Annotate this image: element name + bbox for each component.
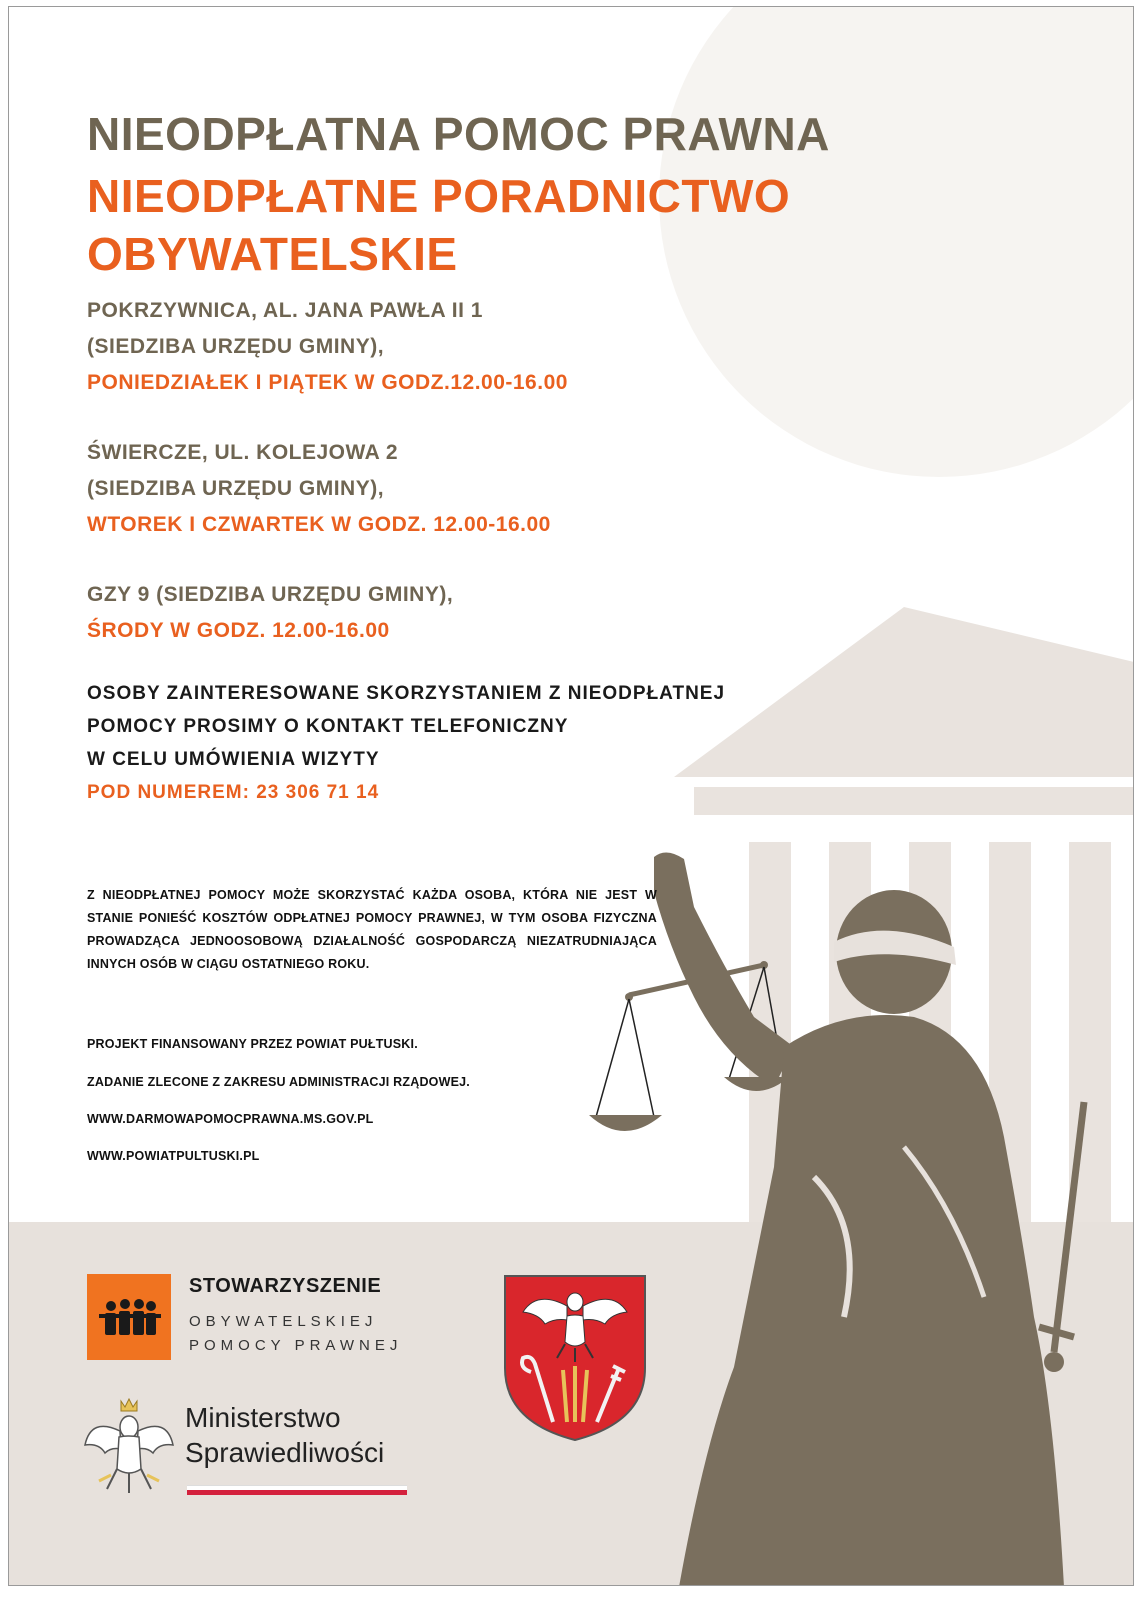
subtitle-line-1: NIEODPŁATNE PORADNICTWO	[87, 170, 791, 222]
sopp-name-line-2: OBYWATELSKIEJ	[189, 1313, 378, 1330]
sopp-name-line-1: STOWARZYSZENIE	[189, 1275, 382, 1297]
polish-eagle-icon	[81, 1397, 177, 1497]
county-website-link[interactable]: WWW.POWIATPULTUSKI.PL	[87, 1149, 260, 1163]
task-note: ZADANIE ZLECONE Z ZAKRESU ADMINISTRACJI RZĄDOWEJ.	[87, 1075, 470, 1089]
funding-note: PROJEKT FINANSOWANY PRZEZ POWIAT PUŁTUSKI.	[87, 1037, 418, 1051]
sopp-logo-icon	[87, 1274, 171, 1360]
location-hours: PONIEDZIAŁEK I PIĄTEK W GODZ.12.00-16.00	[87, 371, 568, 394]
location-gzy	[87, 577, 453, 649]
contact-line-1: OSOBY ZAINTERESOWANE SKORZYSTANIEM Z NIEODPŁATNEJ	[87, 683, 726, 704]
poster	[8, 6, 1134, 1586]
contact-block	[87, 677, 725, 809]
subtitle-line-2: OBYWATELSKIE	[87, 228, 458, 280]
contact-phone: POD NUMEREM: 23 306 71 14	[87, 782, 380, 803]
location-hours: WTOREK I CZWARTEK W GODZ. 12.00-16.00	[87, 513, 551, 536]
contact-line-2: POMOCY PROSIMY O KONTAKT TELEFONICZNY	[87, 716, 569, 737]
location-pokrzywnica	[87, 293, 568, 401]
location-building: (SIEDZIBA URZĘDU GMINY),	[87, 477, 385, 500]
lady-justice-icon	[584, 847, 1124, 1586]
sopp-name-line-3: POMOCY PRAWNEJ	[189, 1337, 403, 1354]
county-coat-of-arms-icon	[501, 1272, 649, 1444]
ministry-name-line-1: Ministerstwo	[185, 1402, 341, 1433]
location-hours: ŚRODY W GODZ. 12.00-16.00	[87, 619, 390, 642]
contact-line-3: W CELU UMÓWIENIA WIZYTY	[87, 749, 380, 770]
page-title: NIEODPŁATNA POMOC PRAWNA	[87, 108, 830, 160]
ministry-website-link[interactable]: WWW.DARMOWAPOMOCPRAWNA.MS.GOV.PL	[87, 1112, 374, 1126]
ministry-name-line-2: Sprawiedliwości	[185, 1437, 385, 1468]
location-swiercze	[87, 435, 551, 543]
location-address: GZY 9 (SIEDZIBA URZĘDU GMINY),	[87, 583, 454, 606]
eligibility-text: Z NIEODPŁATNEJ POMOCY MOŻE SKORZYSTAĆ KAŻDA OSOBA, KTÓRA NIE JEST W STANIE PONIEŚĆ KOSZTÓW ODPŁATNEJ POMOCY PRAWNEJ, W TYM OSOBA FIZYCZNA PROWADZĄCA JEDNOOSOBOWĄ DZIAŁALNOŚĆ GOSPODARCZĄ NIEZATRUDNIAJĄCA INNYCH OSÓB W CIĄGU OSTATNIEGO ROKU.	[87, 888, 657, 971]
location-address: POKRZYWNICA, AL. JANA PAWŁA II 1	[87, 299, 483, 322]
page-subtitle	[87, 167, 867, 283]
location-building: (SIEDZIBA URZĘDU GMINY),	[87, 335, 385, 358]
flag-stripe-red	[187, 1490, 407, 1495]
location-address: ŚWIERCZE, UL. KOLEJOWA 2	[87, 441, 399, 464]
